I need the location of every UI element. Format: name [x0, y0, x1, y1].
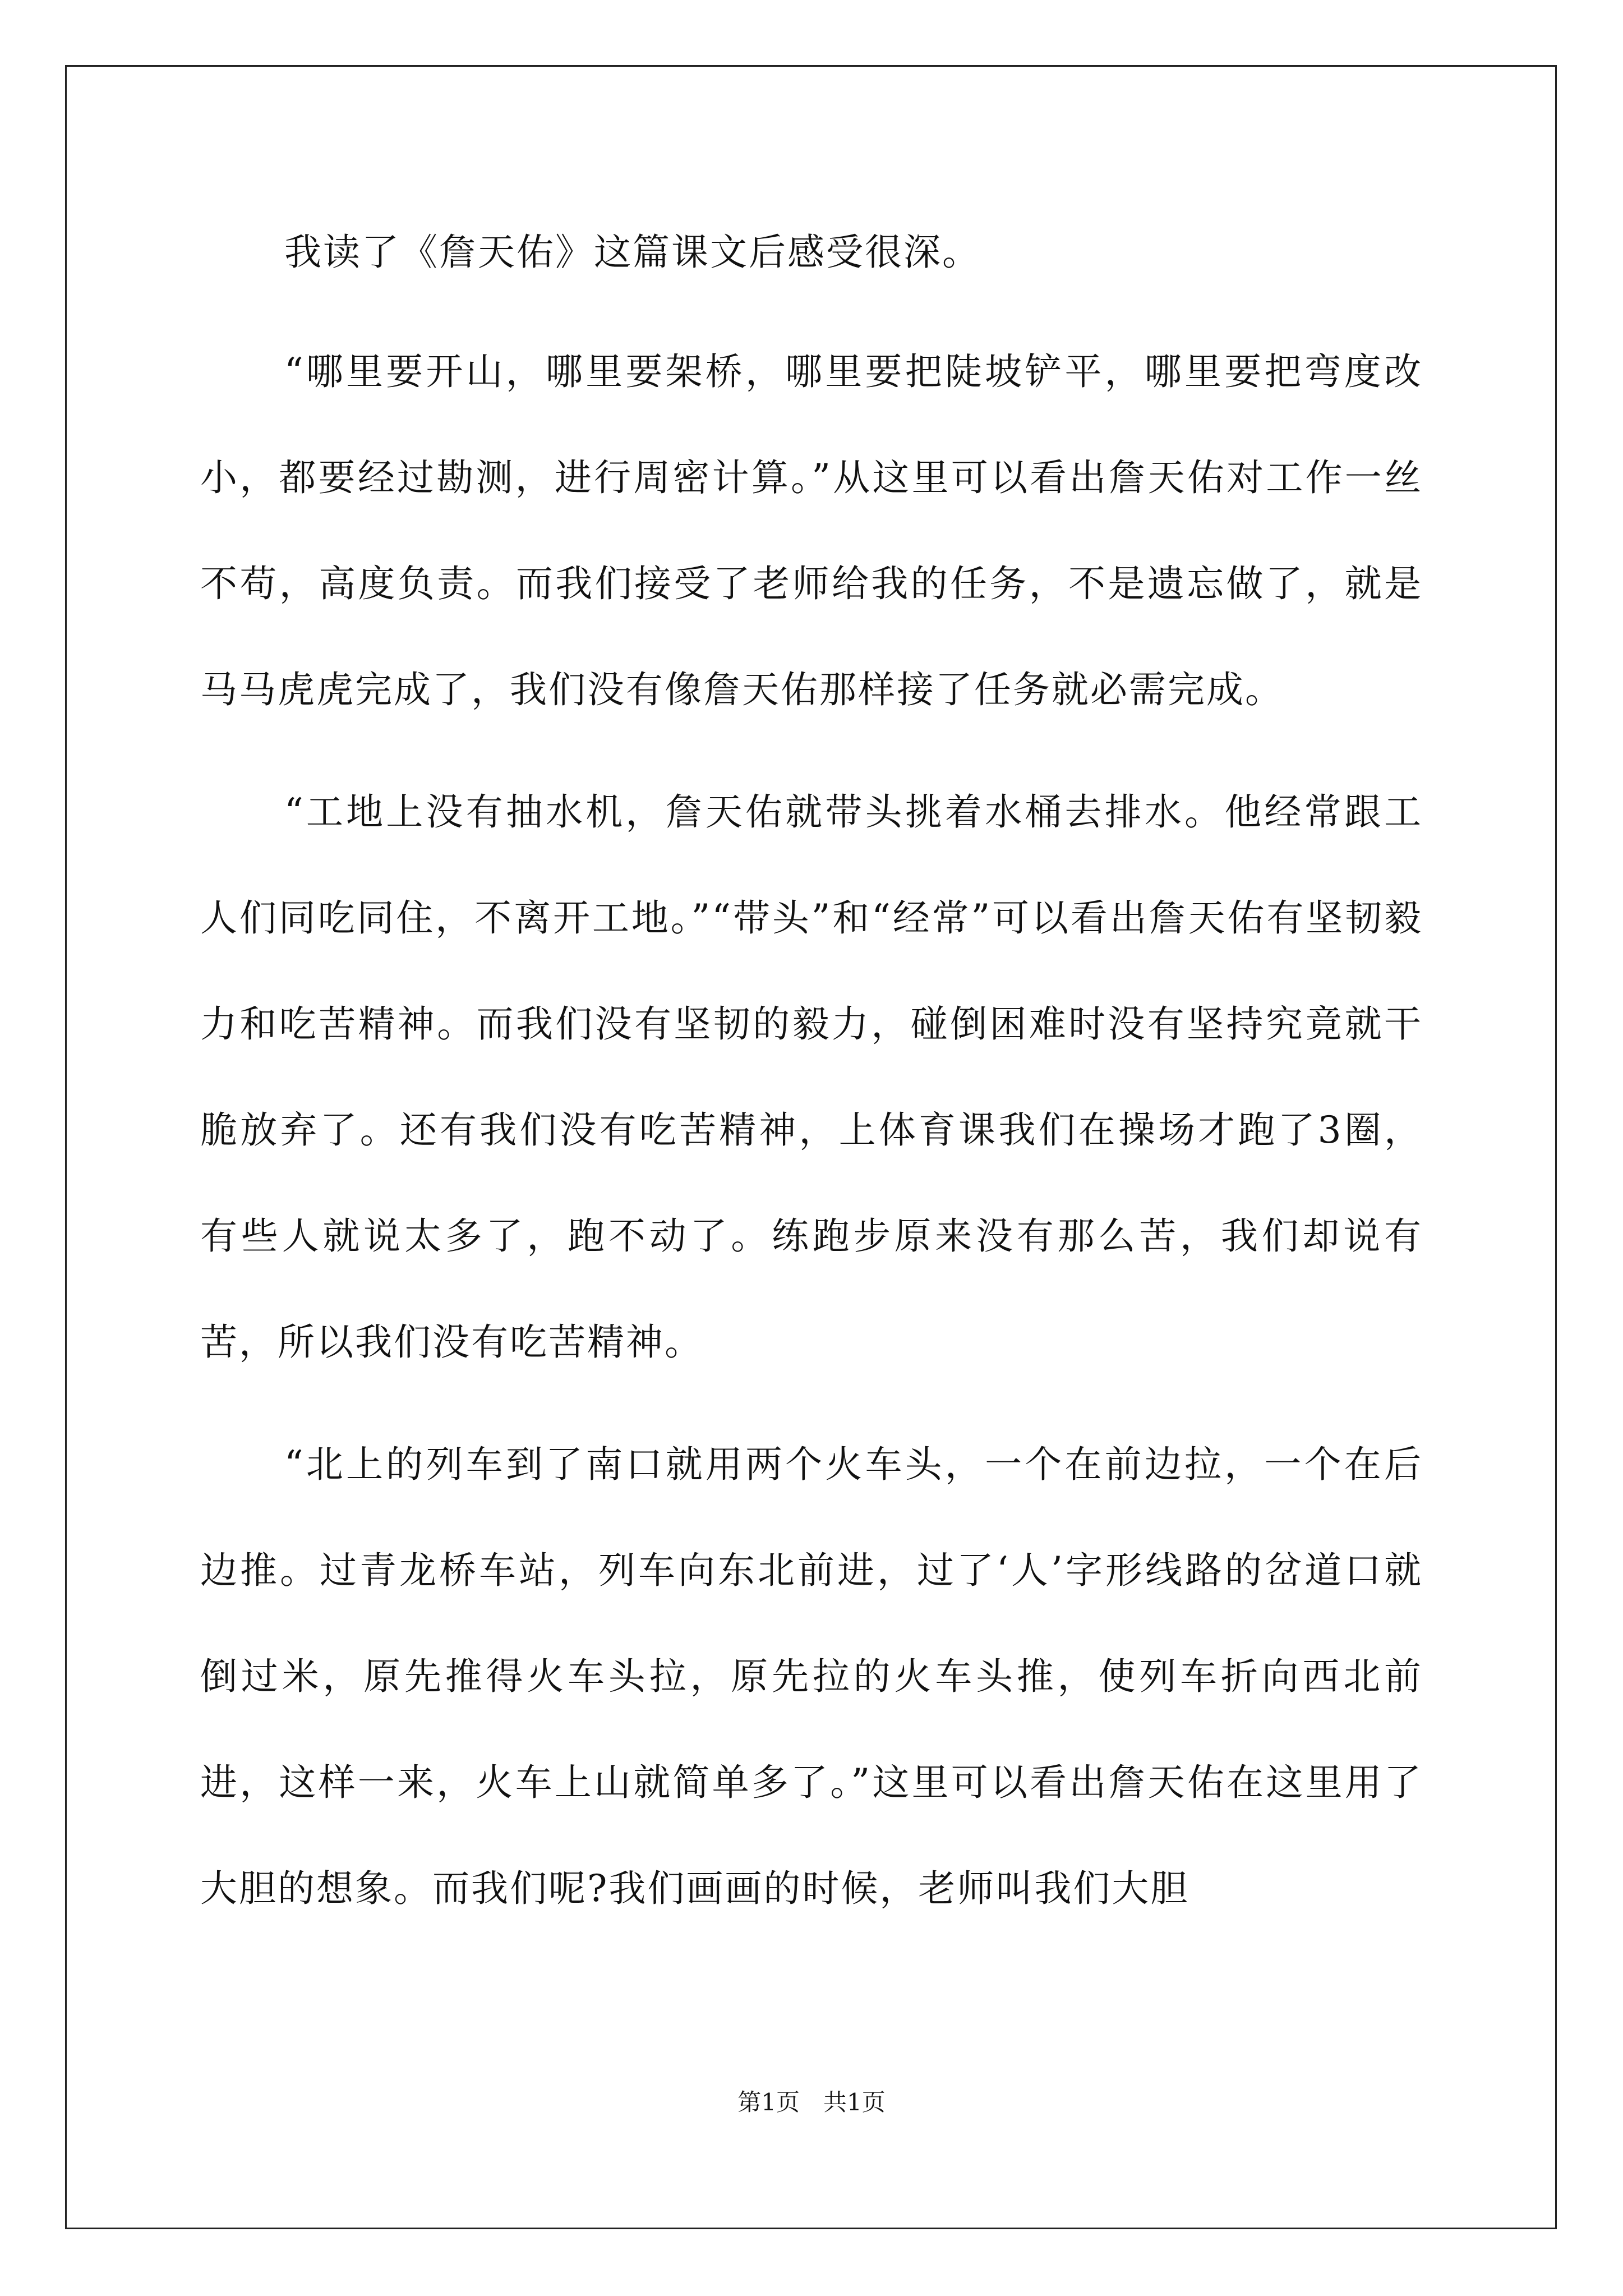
- paragraph-2: “哪里要开山，哪里要架桥，哪里要把陡坡铲平，哪里要把弯度改小，都要经过勘测，进行周密计算。”从这里可以看出詹天佑对工作一丝不苟，高度负责。而我们接受了老师给我的任务，不是遗忘做了，就是马马虎虎完成了，我们没有像詹天佑那样接了任务就必需完成。: [200, 350, 1423, 711]
- paragraph-1: 我读了《詹天佑》这篇课文后感受很深。: [284, 231, 981, 274]
- paragraph-3: “工地上没有抽水机，詹天佑就带头挑着水桶去排水。他经常跟工人们同吃同住，不离开工地。”“带头”和“经常”可以看出詹天佑有坚韧毅力和吃苦精神。而我们没有坚韧的毅力，碰倒困难时没有坚持究竟就干脆放弃了。还有我们没有吃苦精神，上体育课我们在操场才跑了3圈，有些人就说太多了，跑不动了。练跑步原来没有那么苦，我们却说有苦，所以我们没有吃苦精神。: [200, 790, 1423, 1364]
- paragraph-4: “北上的列车到了南口就用两个火车头，一个在前边拉，一个在后边推。过青龙桥车站，列车向东北前进，过了‘人’字形线路的岔道口就倒过米，原先推得火车头拉，原先拉的火车头推，使列车折向西北前进，这样一来，火车上山就简单多了。”这里可以看出詹天佑在这里用了大胆的想象。而我们呢?我们画画的时候，老师叫我们大胆: [200, 1443, 1423, 1910]
- document-body: [200, 213, 1423, 1958]
- page-number-footer: 第1页 共1页: [737, 2088, 886, 2116]
